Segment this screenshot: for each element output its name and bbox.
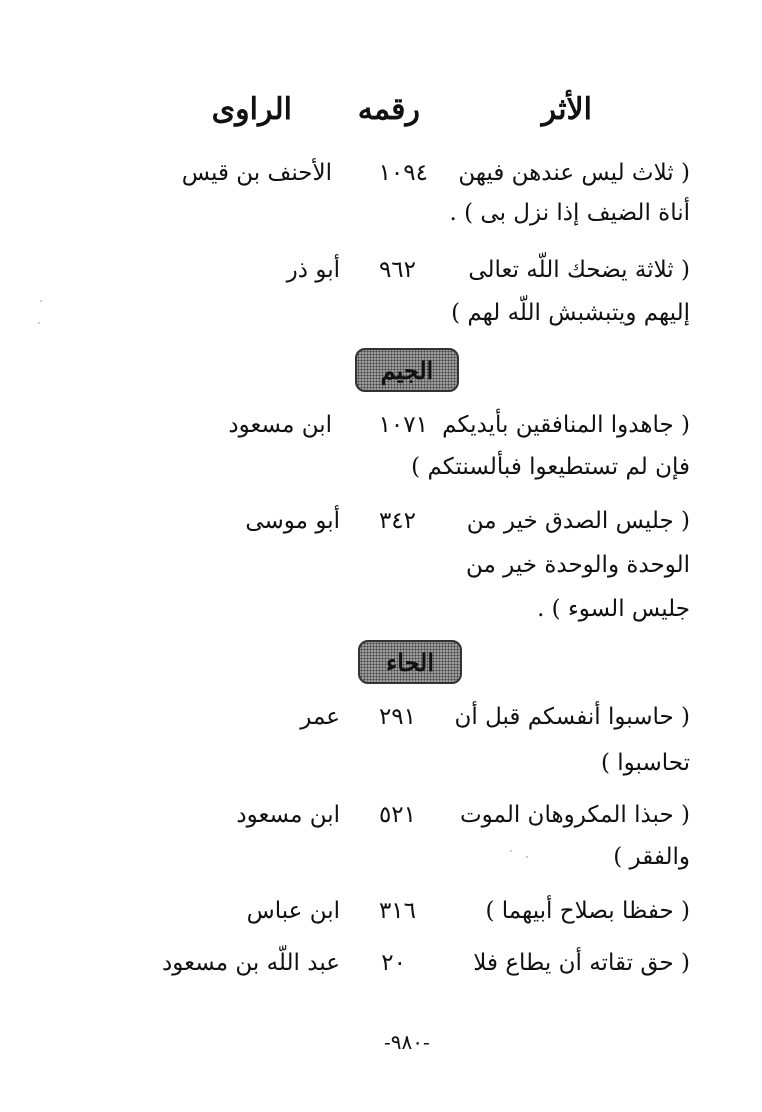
entry-number: ٥٢١: [378, 802, 416, 828]
entry-narrator: ابن مسعود: [228, 412, 332, 438]
entry-text: جليس السوء ) .: [537, 596, 690, 622]
entry-text: ( جاهدوا المنافقين بأيديكم: [442, 412, 690, 438]
entry-text: أناة الضيف إذا نزل بى ) .: [449, 200, 690, 226]
entry-text: الوحدة والوحدة خير من: [466, 552, 690, 578]
header-raqm: رقمه: [357, 92, 420, 127]
entry-number: ٩٦٢: [378, 257, 416, 283]
entry-text: إليهم ويتبشبش اللّه لهم ): [451, 300, 690, 326]
scan-speck: [526, 856, 528, 858]
entry-number: ٣٤٢: [378, 508, 416, 534]
scan-speck: [40, 300, 42, 302]
entry-number: ٢٩١: [378, 704, 416, 730]
entry-number: ١٠٩٤: [378, 160, 428, 186]
entry-text: ( جليس الصدق خير من: [466, 508, 690, 534]
header-athar: الأثر: [541, 92, 592, 127]
entry-number: ٢٠: [381, 950, 406, 976]
entry-text: ( حاسبوا أنفسكم قبل أن: [454, 704, 690, 730]
section-badge-jeem: [355, 348, 459, 392]
entry-number: ٣١٦: [378, 898, 416, 924]
entry-text: تحاسبوا ): [600, 750, 690, 776]
entry-narrator: عبد اللّه بن مسعود: [162, 950, 340, 976]
entry-narrator: أبو موسى: [245, 508, 340, 534]
entry-text: ( ثلاثة يضحك اللّه تعالى: [468, 257, 690, 283]
section-label: الجيم: [380, 355, 434, 385]
entry-text: والفقر ): [613, 844, 690, 870]
section-badge-haa: [358, 640, 462, 684]
entry-text: فإن لم تستطيعوا فبألسنتكم ): [411, 454, 690, 480]
section-label: الحاء: [385, 647, 435, 677]
header-rawi: الراوى: [211, 92, 292, 127]
scan-speck: [38, 322, 40, 324]
entry-narrator: الأحنف بن قيس: [181, 160, 332, 186]
entry-narrator: عمر: [300, 704, 340, 730]
entry-text: ( حق تقاته أن يطاع فلا: [473, 950, 690, 976]
scan-speck: [510, 850, 512, 852]
entry-text: ( حبذا المكروهان الموت: [460, 802, 690, 828]
entry-number: ١٠٧١: [378, 412, 428, 438]
entry-narrator: ابن مسعود: [236, 802, 340, 828]
entry-narrator: ابن عباس: [246, 898, 340, 924]
entry-text: ( ثلاث ليس عندهن فيهن: [458, 160, 690, 186]
entry-narrator: أبو ذر: [286, 257, 340, 283]
page-number: -٩٨٠-: [384, 1030, 430, 1054]
entry-text: ( حفظا بصلاح أبيهما ): [485, 898, 690, 924]
